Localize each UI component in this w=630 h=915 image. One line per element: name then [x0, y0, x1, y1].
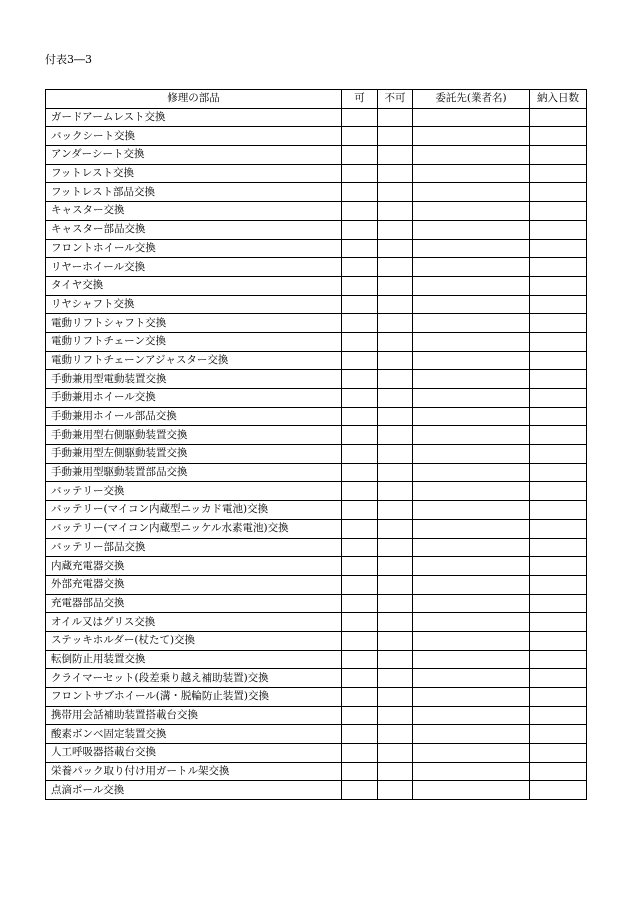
vendor-cell [413, 407, 530, 426]
ng-cell [378, 557, 413, 576]
days-cell [530, 370, 587, 389]
table-row [46, 220, 587, 239]
part-name-cell: 手動兼用ホイール部品交換 [46, 407, 342, 426]
ok-cell [342, 164, 378, 183]
part-name-cell: 手動兼用型電動装置交換 [46, 370, 342, 389]
part-name-cell: 携帯用会話補助装置搭載台交換 [46, 706, 342, 725]
days-cell [530, 258, 587, 277]
vendor-cell [413, 276, 530, 295]
table-row [46, 146, 587, 165]
ok-cell [342, 631, 378, 650]
table-row [46, 594, 587, 613]
ok-cell [342, 108, 378, 127]
vendor-cell [413, 519, 530, 538]
part-name-cell: フロントホイール交換 [46, 239, 342, 258]
header-ng: 不可 [378, 90, 413, 109]
ok-cell [342, 314, 378, 333]
vendor-cell [413, 575, 530, 594]
ok-cell [342, 389, 378, 408]
table-row [46, 538, 587, 557]
vendor-cell [413, 127, 530, 146]
vendor-cell [413, 781, 530, 800]
vendor-cell [413, 314, 530, 333]
days-cell [530, 314, 587, 333]
days-cell [530, 426, 587, 445]
ok-cell [342, 445, 378, 464]
days-cell [530, 463, 587, 482]
ok-cell [342, 482, 378, 501]
table-row [46, 108, 587, 127]
days-cell [530, 631, 587, 650]
ng-cell [378, 332, 413, 351]
ng-cell [378, 220, 413, 239]
ng-cell [378, 482, 413, 501]
days-cell [530, 202, 587, 221]
part-name-cell: オイル又はグリス交換 [46, 613, 342, 632]
days-cell [530, 594, 587, 613]
table-row [46, 744, 587, 763]
vendor-cell [413, 295, 530, 314]
repair-parts-table [45, 89, 587, 800]
ok-cell [342, 575, 378, 594]
table-row [46, 781, 587, 800]
vendor-cell [413, 108, 530, 127]
days-cell [530, 613, 587, 632]
part-name-cell: 点滴ポール交換 [46, 781, 342, 800]
part-name-cell: バッテリー部品交換 [46, 538, 342, 557]
ng-cell [378, 407, 413, 426]
ng-cell [378, 762, 413, 781]
ok-cell [342, 220, 378, 239]
table-row [46, 613, 587, 632]
table-row [46, 650, 587, 669]
days-cell [530, 407, 587, 426]
table-row [46, 389, 587, 408]
vendor-cell [413, 557, 530, 576]
vendor-cell [413, 239, 530, 258]
vendor-cell [413, 613, 530, 632]
table-row [46, 314, 587, 333]
ng-cell [378, 613, 413, 632]
vendor-cell [413, 631, 530, 650]
vendor-cell [413, 669, 530, 688]
days-cell [530, 688, 587, 707]
header-days: 納入日数 [530, 90, 587, 109]
days-cell [530, 482, 587, 501]
table-row [46, 202, 587, 221]
ng-cell [378, 239, 413, 258]
table-row [46, 370, 587, 389]
table-row [46, 239, 587, 258]
ng-cell [378, 426, 413, 445]
ok-cell [342, 744, 378, 763]
ok-cell [342, 426, 378, 445]
vendor-cell [413, 183, 530, 202]
days-cell [530, 146, 587, 165]
ng-cell [378, 276, 413, 295]
vendor-cell [413, 594, 530, 613]
ng-cell [378, 781, 413, 800]
ng-cell [378, 295, 413, 314]
ok-cell [342, 295, 378, 314]
table-row [46, 557, 587, 576]
vendor-cell [413, 706, 530, 725]
part-name-cell: 手動兼用型左側駆動装置交換 [46, 445, 342, 464]
days-cell [530, 575, 587, 594]
days-cell [530, 127, 587, 146]
table-row [46, 463, 587, 482]
ok-cell [342, 594, 378, 613]
ng-cell [378, 127, 413, 146]
days-cell [530, 557, 587, 576]
days-cell [530, 650, 587, 669]
table-row [46, 445, 587, 464]
table-row [46, 669, 587, 688]
table-row [46, 762, 587, 781]
days-cell [530, 239, 587, 258]
part-name-cell: 電動リフトチェーン交換 [46, 332, 342, 351]
part-name-cell: 手動兼用型右側駆動装置交換 [46, 426, 342, 445]
part-name-cell: 手動兼用ホイール交換 [46, 389, 342, 408]
part-name-cell: 手動兼用型駆動装置部品交換 [46, 463, 342, 482]
part-name-cell: バックシート交換 [46, 127, 342, 146]
part-name-cell: 外部充電器交換 [46, 575, 342, 594]
ok-cell [342, 688, 378, 707]
vendor-cell [413, 744, 530, 763]
vendor-cell [413, 650, 530, 669]
part-name-cell: キャスター交換 [46, 202, 342, 221]
part-name-cell: バッテリー(マイコン内蔵型ニッカド電池)交換 [46, 501, 342, 520]
ok-cell [342, 538, 378, 557]
part-name-cell: 電動リフトチェーンアジャスター交換 [46, 351, 342, 370]
part-name-cell: フロントサブホイール(溝・脱輪防止装置)交換 [46, 688, 342, 707]
ng-cell [378, 202, 413, 221]
header-ok: 可 [342, 90, 378, 109]
part-name-cell: クライマーセット(段差乗り越え補助装置)交換 [46, 669, 342, 688]
ok-cell [342, 202, 378, 221]
ok-cell [342, 650, 378, 669]
part-name-cell: アンダーシート交換 [46, 146, 342, 165]
days-cell [530, 762, 587, 781]
days-cell [530, 389, 587, 408]
days-cell [530, 445, 587, 464]
vendor-cell [413, 258, 530, 277]
days-cell [530, 706, 587, 725]
table-row [46, 183, 587, 202]
part-name-cell: 人工呼吸器搭載台交換 [46, 744, 342, 763]
table-row [46, 295, 587, 314]
table-row [46, 482, 587, 501]
part-name-cell: 転倒防止用装置交換 [46, 650, 342, 669]
ng-cell [378, 501, 413, 520]
ng-cell [378, 314, 413, 333]
ok-cell [342, 370, 378, 389]
ng-cell [378, 351, 413, 370]
table-header-row [46, 90, 587, 109]
ng-cell [378, 575, 413, 594]
ok-cell [342, 519, 378, 538]
ng-cell [378, 538, 413, 557]
ok-cell [342, 613, 378, 632]
days-cell [530, 669, 587, 688]
part-name-cell: キャスター部品交換 [46, 220, 342, 239]
table-row [46, 351, 587, 370]
table-row [46, 276, 587, 295]
ok-cell [342, 407, 378, 426]
ng-cell [378, 445, 413, 464]
vendor-cell [413, 202, 530, 221]
days-cell [530, 183, 587, 202]
vendor-cell [413, 146, 530, 165]
vendor-cell [413, 463, 530, 482]
ok-cell [342, 276, 378, 295]
vendor-cell [413, 725, 530, 744]
table-row [46, 501, 587, 520]
ng-cell [378, 650, 413, 669]
vendor-cell [413, 445, 530, 464]
ng-cell [378, 744, 413, 763]
table-row [46, 725, 587, 744]
days-cell [530, 108, 587, 127]
ok-cell [342, 127, 378, 146]
part-name-cell: バッテリー交換 [46, 482, 342, 501]
part-name-cell: 内蔵充電器交換 [46, 557, 342, 576]
part-name-cell: ガードアームレスト交換 [46, 108, 342, 127]
part-name-cell: フットレスト交換 [46, 164, 342, 183]
ok-cell [342, 501, 378, 520]
ng-cell [378, 164, 413, 183]
ok-cell [342, 258, 378, 277]
days-cell [530, 220, 587, 239]
days-cell [530, 725, 587, 744]
header-vendor: 委託先(業者名) [413, 90, 530, 109]
ok-cell [342, 669, 378, 688]
ok-cell [342, 332, 378, 351]
table-row [46, 407, 587, 426]
days-cell [530, 744, 587, 763]
ok-cell [342, 351, 378, 370]
ok-cell [342, 725, 378, 744]
part-name-cell: リヤーホイール交換 [46, 258, 342, 277]
vendor-cell [413, 538, 530, 557]
ng-cell [378, 594, 413, 613]
table-row [46, 127, 587, 146]
ng-cell [378, 519, 413, 538]
ng-cell [378, 108, 413, 127]
vendor-cell [413, 351, 530, 370]
table-row [46, 258, 587, 277]
document-label: 付表3―3 [45, 53, 92, 66]
ng-cell [378, 463, 413, 482]
ng-cell [378, 370, 413, 389]
vendor-cell [413, 501, 530, 520]
vendor-cell [413, 220, 530, 239]
part-name-cell: バッテリー(マイコン内蔵型ニッケル水素電池)交換 [46, 519, 342, 538]
ok-cell [342, 146, 378, 165]
ok-cell [342, 463, 378, 482]
table-row [46, 332, 587, 351]
ok-cell [342, 183, 378, 202]
part-name-cell: タイヤ交換 [46, 276, 342, 295]
ng-cell [378, 688, 413, 707]
ng-cell [378, 183, 413, 202]
ok-cell [342, 239, 378, 258]
vendor-cell [413, 762, 530, 781]
ok-cell [342, 706, 378, 725]
ok-cell [342, 762, 378, 781]
part-name-cell: フットレスト部品交換 [46, 183, 342, 202]
vendor-cell [413, 389, 530, 408]
ng-cell [378, 258, 413, 277]
part-name-cell: ステッキホルダー(杖たて)交換 [46, 631, 342, 650]
ng-cell [378, 725, 413, 744]
part-name-cell: リヤシャフト交換 [46, 295, 342, 314]
days-cell [530, 351, 587, 370]
vendor-cell [413, 426, 530, 445]
table-body [46, 108, 587, 799]
days-cell [530, 781, 587, 800]
ng-cell [378, 669, 413, 688]
vendor-cell [413, 482, 530, 501]
part-name-cell: 充電器部品交換 [46, 594, 342, 613]
table-row [46, 164, 587, 183]
days-cell [530, 164, 587, 183]
table-row [46, 575, 587, 594]
table-row [46, 631, 587, 650]
table-row [46, 706, 587, 725]
ok-cell [342, 557, 378, 576]
days-cell [530, 519, 587, 538]
table-row [46, 688, 587, 707]
days-cell [530, 501, 587, 520]
days-cell [530, 332, 587, 351]
part-name-cell: 電動リフトシャフト交換 [46, 314, 342, 333]
part-name-cell: 栄養パック取り付け用ガートル架交換 [46, 762, 342, 781]
vendor-cell [413, 688, 530, 707]
ok-cell [342, 781, 378, 800]
ng-cell [378, 631, 413, 650]
days-cell [530, 295, 587, 314]
ng-cell [378, 146, 413, 165]
vendor-cell [413, 164, 530, 183]
ng-cell [378, 706, 413, 725]
header-part: 修理の部品 [46, 90, 342, 109]
ng-cell [378, 389, 413, 408]
days-cell [530, 276, 587, 295]
part-name-cell: 酸素ボンベ固定装置交換 [46, 725, 342, 744]
vendor-cell [413, 370, 530, 389]
table-row [46, 426, 587, 445]
table-row [46, 519, 587, 538]
days-cell [530, 538, 587, 557]
vendor-cell [413, 332, 530, 351]
